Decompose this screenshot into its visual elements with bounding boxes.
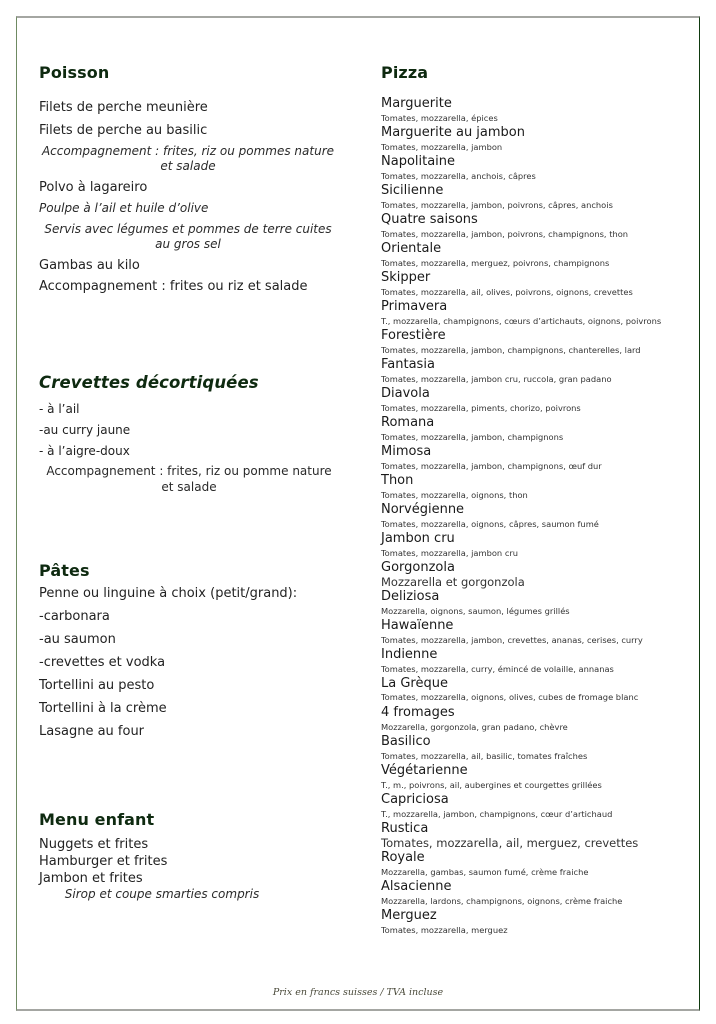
pizza-item-sicilienne xyxy=(381,184,681,213)
menu-item: -crevettes et vodka xyxy=(39,655,166,670)
pizza-name: Orientale xyxy=(381,241,442,256)
pizza-item-gorgonzola xyxy=(381,561,681,590)
pizza-ingredients: Mozzarella, lardons, champignons, oignons, crème fraiche xyxy=(381,896,623,906)
menu-item: - à l’aigre-doux xyxy=(39,444,130,458)
pizza-item-la-greque xyxy=(381,677,681,706)
right-column xyxy=(381,63,681,938)
pizza-item-indienne xyxy=(381,648,681,677)
pizza-item-basilico xyxy=(381,735,681,764)
pizza-ingredients: Tomates, mozzarella, ail, basilic, tomates fraîches xyxy=(381,751,588,761)
pizza-item-napolitaine xyxy=(381,155,681,184)
pizza-ingredients: Tomates, mozzarella, merguez xyxy=(381,925,508,935)
pizza-ingredients: Tomates, mozzarella, jambon cru, ruccola, gran padano xyxy=(381,374,612,384)
pizza-name: 4 fromages xyxy=(381,705,455,720)
pizza-item-quatre-saisons xyxy=(381,213,681,242)
pizza-ingredients: T., mozzarella, jambon, champignons, cœur d’artichaud xyxy=(381,809,613,819)
pizza-name: Végétarienne xyxy=(381,763,468,778)
section-title-crevettes: Crevettes décortiquées xyxy=(39,373,259,392)
pizza-item-marguerite-au-jambon xyxy=(381,126,681,155)
pizza-name: Skipper xyxy=(381,270,431,285)
pizza-ingredients: Mozzarella, gambas, saumon fumé, crème fraiche xyxy=(381,867,589,877)
section-title-pates: Pâtes xyxy=(39,561,90,580)
pizza-item-rustica xyxy=(381,822,681,851)
pizza-item-fantasia xyxy=(381,358,681,387)
pizza-ingredients: Tomates, mozzarella, jambon, crevettes, ananas, cerises, curry xyxy=(381,635,643,645)
pizza-ingredients: Tomates, mozzarella, jambon cru xyxy=(381,548,519,558)
pizza-name: Diavola xyxy=(381,386,430,401)
pizza-name: Deliziosa xyxy=(381,589,440,604)
pizza-item-jambon-cru xyxy=(381,532,681,561)
accompaniment-note: Accompagnement : frites ou riz et salade xyxy=(39,279,308,294)
menu-item: Gambas au kilo xyxy=(39,258,140,273)
menu-item: Hamburger et frites xyxy=(39,854,168,869)
pizza-name: Gorgonzola xyxy=(381,560,455,575)
pizza-ingredients: Tomates, mozzarella, merguez, poivrons, champignons xyxy=(381,258,610,268)
pizza-name: Merguez xyxy=(381,908,437,923)
pizza-name: Rustica xyxy=(381,821,429,836)
pizza-name: Norvégienne xyxy=(381,502,465,517)
pizza-ingredients: Tomates, mozzarella, anchois, câpres xyxy=(381,171,536,181)
pizza-item-diavola xyxy=(381,387,681,416)
pizza-item-primavera xyxy=(381,300,681,329)
menu-item: - à l’ail xyxy=(39,402,80,416)
pizza-item-orientale xyxy=(381,242,681,271)
menu-item: -au curry jaune xyxy=(39,423,131,437)
menu-item: Polvo à lagareiro xyxy=(39,180,148,195)
pizza-name: Sicilienne xyxy=(381,183,444,198)
item-description: Poulpe à l’ail et huile d’olive xyxy=(39,201,209,215)
pizza-name: Napolitaine xyxy=(381,154,456,169)
pizza-ingredients: Tomates, mozzarella, jambon, champignons, chanterelles, lard xyxy=(381,345,641,355)
menu-item: Penne ou linguine à choix (petit/grand): xyxy=(39,586,298,601)
pizza-item-merguez xyxy=(381,909,681,938)
pizza-ingredients: Mozzarella, oignons, saumon, légumes grillés xyxy=(381,606,570,616)
pizza-ingredients: Tomates, mozzarella, oignons, câpres, saumon fumé xyxy=(381,519,599,529)
pizza-item-mimosa xyxy=(381,445,681,474)
pizza-item-alsacienne xyxy=(381,880,681,909)
pizza-ingredients: Tomates, mozzarella, curry, émincé de volaille, annanas xyxy=(381,664,614,674)
pizza-ingredients: Mozzarella, gorgonzola, gran padano, chèvre xyxy=(381,722,568,732)
pizza-item-marguerite xyxy=(381,97,681,126)
pizza-ingredients: Tomates, mozzarella, épices xyxy=(381,113,498,123)
pizza-ingredients: Mozzarella et gorgonzola xyxy=(381,575,525,589)
pizza-item-romana xyxy=(381,416,681,445)
pizza-name: Quatre saisons xyxy=(381,212,478,227)
pizza-ingredients: Tomates, mozzarella, jambon, poivrons, câpres, anchois xyxy=(381,200,613,210)
pizza-item-thon xyxy=(381,474,681,503)
pizza-list xyxy=(381,97,681,938)
pizza-item-royale xyxy=(381,851,681,880)
pizza-ingredients: Tomates, mozzarella, jambon, champignons, œuf dur xyxy=(381,461,602,471)
menu-item: Tortellini au pesto xyxy=(39,678,155,693)
pizza-name: Fantasia xyxy=(381,357,435,372)
pizza-item-deliziosa xyxy=(381,590,681,619)
section-title-pizza: Pizza xyxy=(381,63,429,82)
pizza-item-vegetarienne xyxy=(381,764,681,793)
pizza-ingredients: T., mozzarella, champignons, cœurs d’artichauts, oignons, poivrons xyxy=(381,316,662,326)
menu-item: Tortellini à la crème xyxy=(39,701,167,716)
kids-menu-note: Sirop et coupe smarties compris xyxy=(64,887,260,901)
pizza-name: Indienne xyxy=(381,647,438,662)
pizza-name: Marguerite au jambon xyxy=(381,125,525,140)
pizza-name: Hawaïenne xyxy=(381,618,454,633)
pizza-name: Romana xyxy=(381,415,435,430)
pizza-name: La Grèque xyxy=(381,676,448,691)
pizza-ingredients: Tomates, mozzarella, jambon, champignons xyxy=(381,432,564,442)
pizza-item-capriciosa xyxy=(381,793,681,822)
pizza-ingredients: T., m., poivrons, ail, aubergines et courgettes grillées xyxy=(381,780,602,790)
menu-item: Jambon et frites xyxy=(39,871,143,886)
section-menu-enfant xyxy=(39,810,339,902)
accompaniment-note: Servis avec légumes et pommes de terre cuites au gros sel xyxy=(44,222,332,251)
section-pates xyxy=(39,561,339,739)
section-crevettes xyxy=(39,373,339,495)
section-title-poisson: Poisson xyxy=(39,63,110,82)
pizza-item-norvegienne xyxy=(381,503,681,532)
pizza-item-skipper xyxy=(381,271,681,300)
pizza-name: Alsacienne xyxy=(381,879,452,894)
pizza-name: Mimosa xyxy=(381,444,432,459)
pizza-name: Primavera xyxy=(381,299,448,314)
pizza-item-hawaienne xyxy=(381,619,681,648)
accompaniment-note: Accompagnement : frites, riz ou pomme nature et salade xyxy=(46,464,332,494)
menu-item: Filets de perche au basilic xyxy=(39,123,208,138)
section-title-menu-enfant: Menu enfant xyxy=(39,810,155,829)
pizza-name: Forestière xyxy=(381,328,446,343)
pizza-ingredients: Tomates, mozzarella, oignons, thon xyxy=(381,490,528,500)
accompaniment-note: Accompagnement : frites, riz ou pommes nature et salade xyxy=(41,144,335,173)
pizza-name: Thon xyxy=(381,473,414,488)
pizza-ingredients: Tomates, mozzarella, oignons, olives, cubes de fromage blanc xyxy=(381,692,639,702)
price-footer-note: Prix en francs suisses / TVA incluse xyxy=(272,987,444,998)
pizza-ingredients: Tomates, mozzarella, ail, merguez, crevettes xyxy=(381,836,639,850)
menu-item: -carbonara xyxy=(39,609,110,624)
pizza-name: Capriciosa xyxy=(381,792,449,807)
pizza-name: Royale xyxy=(381,850,425,865)
pizza-ingredients: Tomates, mozzarella, piments, chorizo, poivrons xyxy=(381,403,581,413)
menu-item: -au saumon xyxy=(39,632,116,647)
pizza-item-4-fromages xyxy=(381,706,681,735)
menu-item: Filets de perche meunière xyxy=(39,100,208,115)
pizza-name: Basilico xyxy=(381,734,431,749)
pizza-ingredients: Tomates, mozzarella, ail, olives, poivrons, oignons, crevettes xyxy=(381,287,633,297)
pizza-name: Jambon cru xyxy=(381,531,455,546)
menu-item: Lasagne au four xyxy=(39,724,145,739)
pizza-item-forestiere xyxy=(381,329,681,358)
pizza-name: Marguerite xyxy=(381,96,452,111)
menu-item: Nuggets et frites xyxy=(39,837,149,852)
pizza-ingredients: Tomates, mozzarella, jambon xyxy=(381,142,503,152)
pizza-ingredients: Tomates, mozzarella, jambon, poivrons, champignons, thon xyxy=(381,229,629,239)
section-poisson xyxy=(39,63,339,294)
